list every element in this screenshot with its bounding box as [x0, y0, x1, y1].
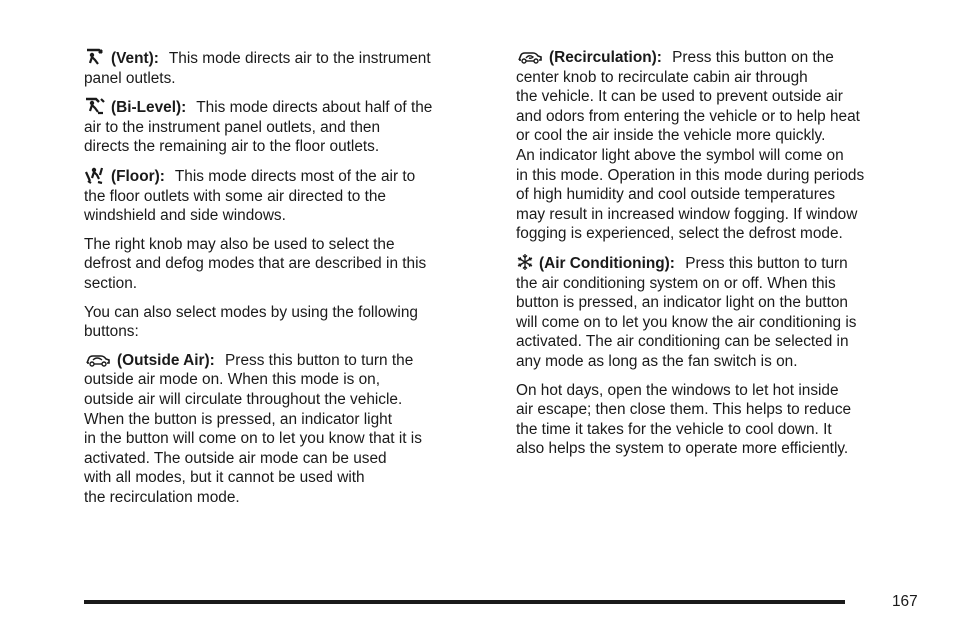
bi-level-mode-icon	[84, 97, 106, 115]
recirculation-text-line: or cool the air inside the vehicle more quickly.	[516, 127, 826, 145]
vent-label: (Vent):	[111, 50, 159, 67]
recirculation-text-line: the vehicle. It can be used to prevent outside air	[516, 88, 843, 106]
body-text-line: section.	[84, 274, 138, 292]
bi-level-text-line: This mode directs about half of the	[196, 99, 433, 117]
bi-level-paragraph	[84, 97, 494, 157]
air-conditioning-text-line: any mode as long as the fan switch is on.	[516, 352, 798, 370]
body-text-line: buttons:	[84, 323, 139, 341]
outside-air-text-line: activated. The outside air mode can be used	[84, 449, 387, 467]
snowflake-icon	[516, 253, 534, 271]
recirculation-text-line: may result in increased window fogging. If window	[516, 205, 858, 223]
recirculation-paragraph	[516, 48, 926, 244]
bi-level-text-line: air to the instrument panel outlets, and then	[84, 118, 381, 136]
air-conditioning-text-line: Press this button to turn	[685, 254, 848, 272]
footer-rule	[84, 600, 845, 604]
recirculation-text-line: fogging is experienced, select the defrost mode.	[516, 225, 843, 243]
outside-air-text-line: the recirculation mode.	[84, 488, 240, 506]
body-text-line: You can also select modes by using the following	[84, 303, 418, 321]
right-knob-paragraph	[84, 235, 494, 294]
body-text-line: also helps the system to operate more efficiently.	[516, 440, 849, 458]
vent-text-line: panel outlets.	[84, 69, 176, 87]
floor-mode-icon	[84, 166, 106, 184]
recirculation-text-line: of high humidity and cool outside temperatures	[516, 186, 836, 204]
recirculation-text-line: center knob to recirculate cabin air through	[516, 68, 808, 86]
floor-paragraph	[84, 166, 494, 226]
air-conditioning-text-line: activated. The air conditioning can be selected in	[516, 333, 849, 351]
air-conditioning-label: (Air Conditioning):	[539, 254, 675, 272]
floor-text-line: This mode directs most of the air to	[174, 167, 416, 185]
outside-air-paragraph	[84, 351, 494, 508]
outside-air-label: (Outside Air):	[117, 351, 215, 369]
outside-air-icon	[84, 352, 112, 368]
left-column	[84, 48, 494, 516]
floor-label: (Floor):	[111, 167, 165, 185]
air-conditioning-text-line: button is pressed, an indicator light on the button	[516, 294, 848, 312]
vent-mode-icon	[84, 48, 106, 66]
outside-air-text-line: outside air mode on. When this mode is on,	[84, 371, 380, 389]
outside-air-text-line: in the button will come on to let you know that it is	[84, 430, 422, 448]
air-conditioning-paragraph	[516, 253, 926, 372]
page-number: 167	[892, 593, 918, 610]
body-text-line: The right knob may also be used to select the	[84, 235, 395, 253]
body-text-line: air escape; then close them. This helps to reduce	[516, 401, 852, 419]
floor-text-line: windshield and side windows.	[84, 207, 286, 225]
vent-paragraph	[84, 48, 494, 88]
recirculation-text-line: and odors from entering the vehicle or to help heat	[516, 107, 860, 125]
air-conditioning-text-line: the air conditioning system on or off. When this	[516, 274, 836, 292]
recirculation-text-line: An indicator light above the symbol will come on	[516, 146, 844, 164]
body-text-line: the time it takes for the vehicle to cool down. It	[516, 420, 832, 438]
air-conditioning-text-line: will come on to let you know the air conditioning is	[516, 313, 857, 331]
modes-buttons-paragraph	[84, 303, 494, 342]
bi-level-text-line: directs the remaining air to the floor outlets.	[84, 138, 380, 156]
recirculation-icon	[516, 49, 544, 65]
outside-air-text-line: with all modes, but it cannot be used with	[84, 469, 365, 487]
hot-days-paragraph	[516, 381, 926, 459]
body-text-line: defrost and defog modes that are described in this	[84, 255, 427, 273]
outside-air-text-line: outside air will circulate throughout the vehicle.	[84, 390, 403, 408]
recirculation-label: (Recirculation):	[549, 49, 662, 66]
vent-text-line: This mode directs air to the instrument	[168, 50, 431, 67]
body-text-line: On hot days, open the windows to let hot inside	[516, 381, 839, 399]
recirculation-text-line: Press this button on the	[672, 49, 834, 66]
floor-text-line: the floor outlets with some air directed to the	[84, 187, 386, 205]
bi-level-label: (Bi-Level):	[111, 99, 187, 117]
outside-air-text-line: Press this button to turn the	[225, 351, 414, 369]
recirculation-text-line: in this mode. Operation in this mode during periods	[516, 166, 865, 184]
right-column	[516, 48, 926, 468]
outside-air-text-line: When the button is pressed, an indicator light	[84, 410, 392, 428]
